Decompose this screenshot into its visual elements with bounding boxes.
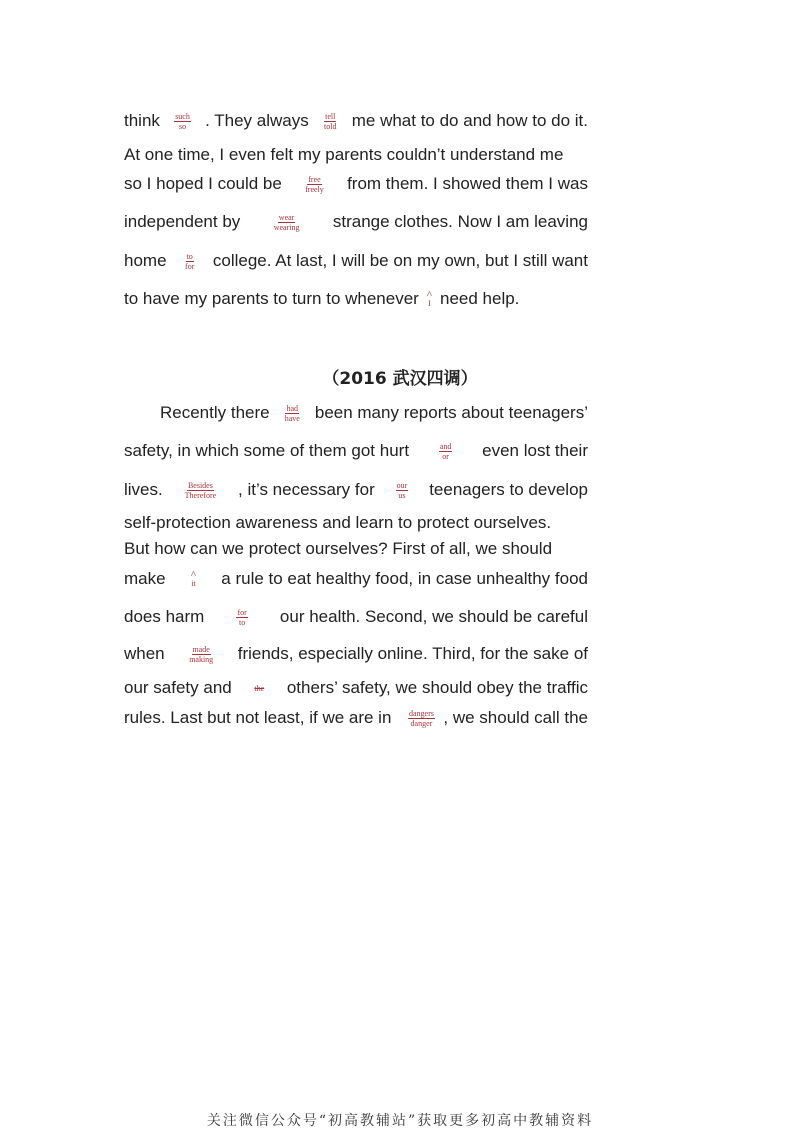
line-text: when xyxy=(124,644,165,663)
correction-right: it xyxy=(191,578,196,588)
correction-right: freely xyxy=(305,184,324,194)
correction-wrong: to xyxy=(186,251,193,261)
line-text: Recently there xyxy=(160,403,270,422)
correction-right: told xyxy=(324,121,337,131)
line-text: even lost their xyxy=(482,441,588,460)
line-text: think xyxy=(124,111,160,130)
line-text: At one time, I even felt my parents couldn’t understand me xyxy=(124,145,564,164)
correction-right: I xyxy=(428,298,431,308)
text-line xyxy=(124,479,588,501)
line-text: make xyxy=(124,569,166,588)
correction-wrong: tell xyxy=(325,111,336,121)
text-line xyxy=(124,707,588,729)
correction-right: to xyxy=(239,617,246,627)
deletion-mark xyxy=(253,684,265,693)
line-text: lives. xyxy=(124,480,163,499)
text-line xyxy=(124,606,588,628)
line-text: safety, in which some of them got hurt xyxy=(124,441,410,460)
correction-mark xyxy=(174,112,191,131)
text-line xyxy=(124,211,588,233)
text-line xyxy=(160,402,588,424)
caret-icon: ^ xyxy=(190,568,197,581)
correction-mark xyxy=(284,404,301,423)
correction-right: Therefore xyxy=(184,490,217,500)
correction-mark xyxy=(273,213,301,232)
correction-right: wearing xyxy=(273,222,300,232)
correction-wrong: Besides xyxy=(187,480,213,490)
correction-wrong: and xyxy=(439,441,452,451)
line-text: college. At last, I will be on my own, but I still want xyxy=(212,251,588,270)
correction-mark xyxy=(304,175,325,194)
correction-mark xyxy=(188,645,214,664)
line-text: from them. I showed them I was xyxy=(347,174,588,193)
insertion-mark xyxy=(190,568,197,588)
text-line xyxy=(124,538,588,560)
line-text: a rule to eat healthy food, in case unhealthy food xyxy=(221,569,588,588)
line-text: strange clothes. Now I am leaving xyxy=(332,212,588,231)
correction-wrong: had xyxy=(286,403,299,413)
correction-wrong: the xyxy=(254,683,265,693)
correction-wrong: free xyxy=(308,174,321,184)
text-line xyxy=(124,110,588,132)
line-text: , we should call the xyxy=(443,708,588,727)
line-text: does harm xyxy=(124,607,205,626)
line-text: friends, especially online. Third, for the sake of xyxy=(237,644,588,663)
line-text: self-protection awareness and learn to protect ourselves. xyxy=(124,513,552,532)
text-line xyxy=(124,173,588,195)
text-line xyxy=(124,568,588,590)
correction-mark xyxy=(323,112,337,131)
text-line xyxy=(124,512,588,534)
correction-wrong: such xyxy=(175,111,190,121)
line-text: , it’s necessary for xyxy=(238,480,375,499)
text-line xyxy=(124,677,588,699)
line-text: teenagers to develop xyxy=(429,480,588,499)
correction-mark xyxy=(408,709,435,728)
correction-mark xyxy=(236,608,247,627)
caret-icon: ^ xyxy=(426,288,432,301)
line-text: our safety and xyxy=(124,678,232,697)
correction-wrong: our xyxy=(396,480,408,490)
line-text: home xyxy=(124,251,167,270)
correction-right: so xyxy=(178,121,187,131)
correction-mark xyxy=(184,481,218,500)
correction-wrong: wear xyxy=(278,212,295,222)
correction-right: or xyxy=(442,451,449,461)
text-line xyxy=(124,440,588,462)
line-text: so I hoped I could be xyxy=(124,174,282,193)
footer-notice: 关注微信公众号“初高教辅站”获取更多初高中教辅资料 xyxy=(206,1113,594,1129)
line-text: independent by xyxy=(124,212,241,231)
line-text: me what to do and how to do it. xyxy=(351,111,588,130)
line-text: . They always xyxy=(205,111,309,130)
correction-mark xyxy=(184,252,195,271)
text-line xyxy=(124,144,588,166)
line-text: been many reports about teenagers’ xyxy=(314,403,588,422)
text-line xyxy=(124,250,588,272)
correction-right: us xyxy=(398,490,406,500)
correction-wrong: for xyxy=(237,607,247,617)
text-line xyxy=(124,288,588,310)
section-title: （2016 武汉四调） xyxy=(322,369,478,389)
correction-right: danger xyxy=(410,718,433,728)
insertion-mark xyxy=(426,288,432,308)
correction-mark xyxy=(439,442,453,461)
correction-wrong: dangers xyxy=(408,708,434,718)
line-text: need help. xyxy=(440,289,520,308)
text-line xyxy=(124,643,588,665)
correction-right: for xyxy=(185,261,195,271)
line-text: But how can we protect ourselves? First of all, we should xyxy=(124,539,553,558)
line-text: rules. Last but not least, if we are in xyxy=(124,708,392,727)
correction-right: making xyxy=(189,654,214,664)
line-text: to have my parents to turn to whenever xyxy=(124,289,419,308)
line-text: our health. Second, we should be careful xyxy=(279,607,588,626)
line-text: others’ safety, we should obey the traffic xyxy=(286,678,588,697)
correction-mark xyxy=(396,481,409,500)
correction-right: have xyxy=(284,413,300,423)
correction-wrong: made xyxy=(192,644,210,654)
